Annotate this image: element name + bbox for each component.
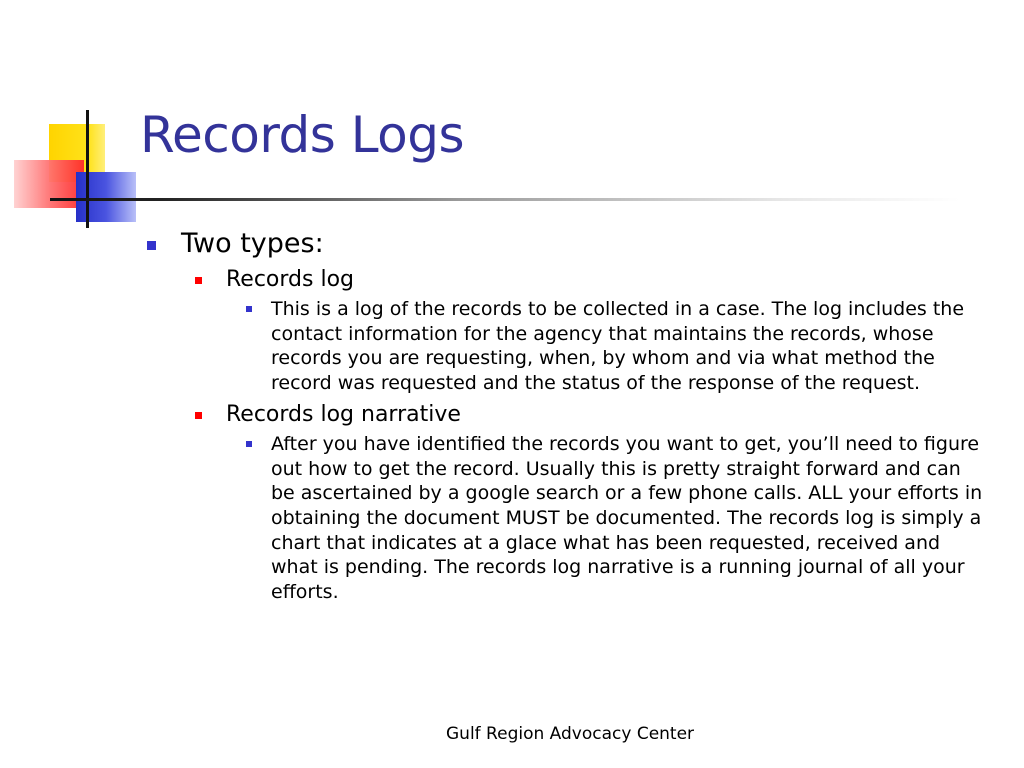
bullet-text: After you have identified the records you want to get, you’ll need to figure out how to get the record. Usually this is pretty straight forward and can be ascertained by a google search or a few phone calls. ALL your efforts in obtaining the document MUST be documented. The records log is simply a chart that indicates at a glace what has been requested, received and what is pending. The records log narrative is a running journal of all your efforts.	[271, 432, 983, 604]
bullet-item-records-log	[181, 266, 995, 294]
bullet-text: Records log narrative	[226, 401, 461, 427]
logo-vertical-line	[86, 110, 89, 228]
bullet-item-records-log-detail	[226, 297, 987, 396]
title-underline	[50, 198, 960, 201]
bullet-item-records-log-narrative-detail	[226, 432, 987, 605]
logo-blue-square	[76, 172, 136, 222]
bullet-item-records-log-narrative	[181, 401, 995, 429]
slide-footer: Gulf Region Advocacy Center	[446, 724, 695, 744]
square-bullet-icon	[246, 306, 252, 312]
square-bullet-icon	[195, 277, 202, 284]
square-bullet-icon	[147, 241, 156, 250]
square-bullet-icon	[195, 412, 202, 419]
bullet-item-two-types	[145, 226, 995, 262]
bullet-text: Records log	[226, 267, 355, 292]
square-bullet-icon	[246, 441, 252, 447]
slide-content	[145, 226, 995, 610]
slide-title: Records Logs	[140, 106, 465, 164]
bullet-text: This is a log of the records to be collected in a case. The log includes the contact information for the agency that maintains the records, whose records you are requesting, when, by whom and via what method the record was requested and the status of the response of the request.	[271, 298, 965, 395]
bullet-text: Two types:	[181, 228, 324, 259]
